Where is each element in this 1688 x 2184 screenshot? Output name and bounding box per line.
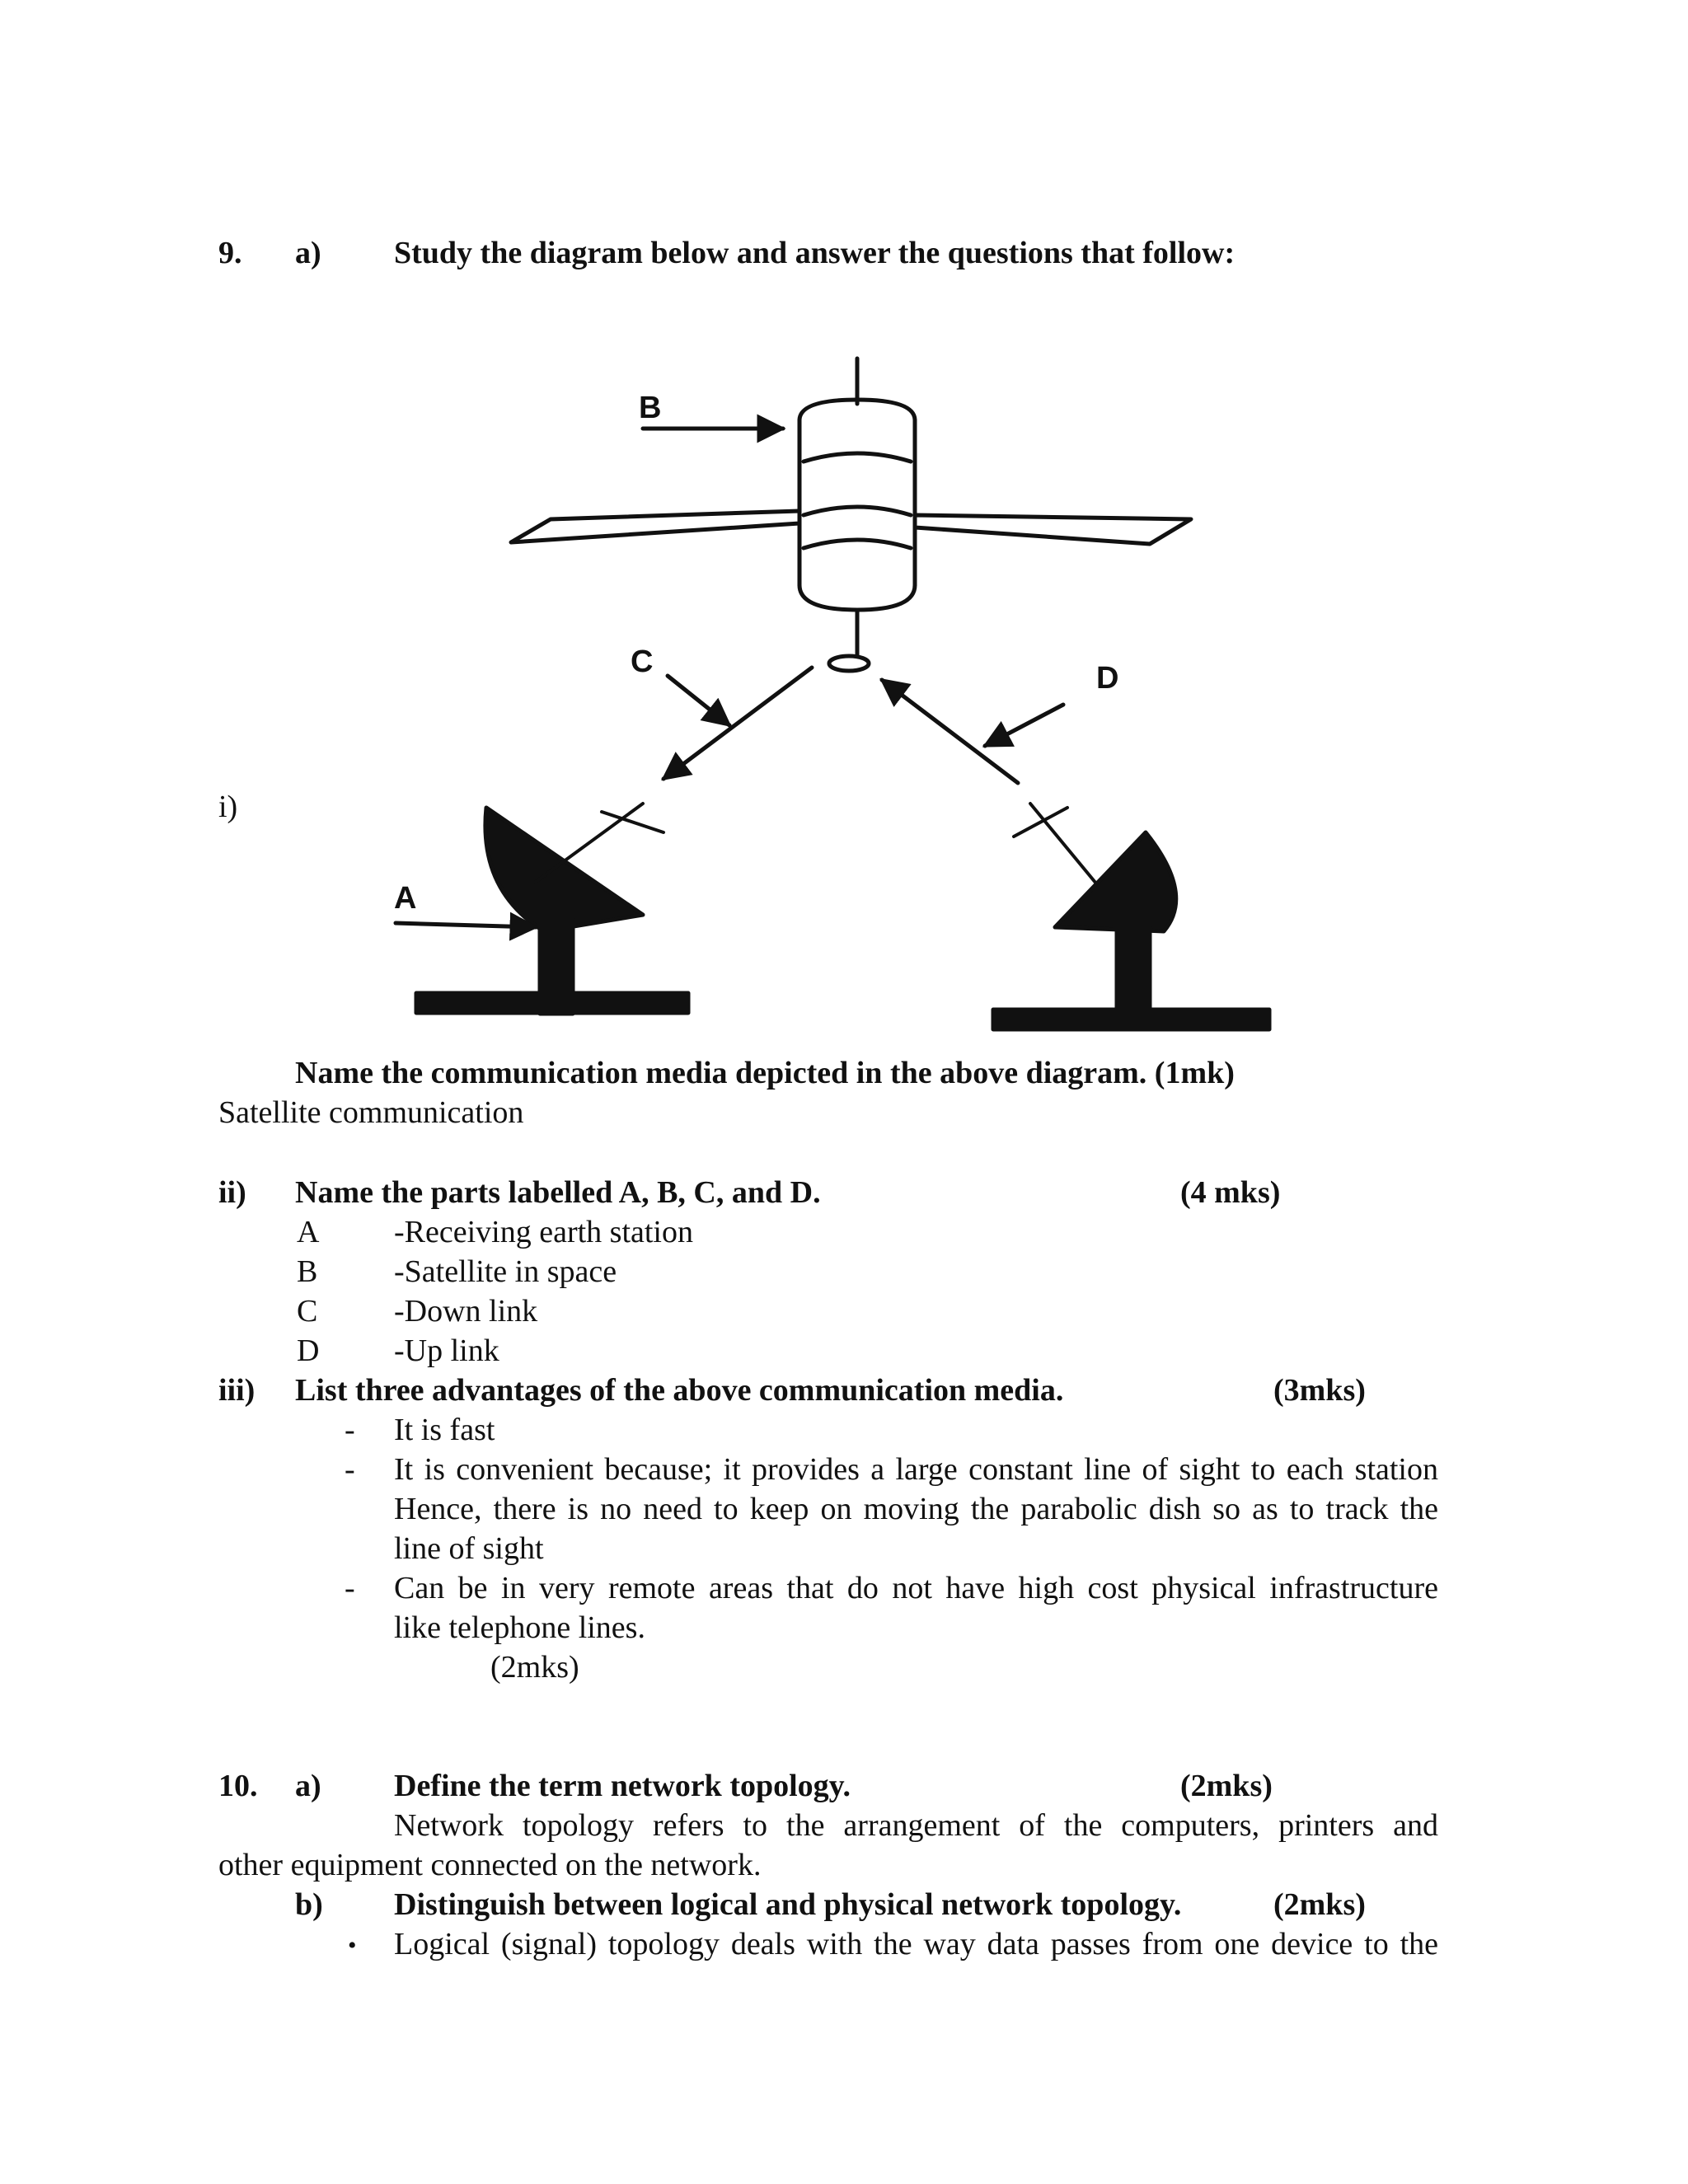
question-10a-answer-line-2: other equipment connected on the network. [218,1848,762,1882]
question-10a-marks: (2mks) [1180,1769,1273,1803]
bullet-icon: • [348,1932,357,1959]
sub-question-ii-text: Name the parts labelled A, B, C, and D. [295,1175,821,1210]
question-10a-answer-line-1: Network topology refers to the arrangement of the computers, printers and [394,1808,1438,1843]
label-a-pointer [396,923,536,927]
downlink-line [663,668,812,779]
answer-text: -Up link [394,1333,499,1368]
sub-question-i-answer: Satellite communication [218,1095,524,1130]
diagram-label-a: A [394,881,417,916]
question-9a-label: a) [295,236,321,270]
answer-text: -Down link [394,1294,538,1329]
transmitting-dish-right-icon [993,804,1269,1029]
question-9a-instruction: Study the diagram below and answer the questions that follow: [394,236,1236,270]
question-10-number: 10. [218,1769,258,1803]
advantage-3-line-2: like telephone lines. [394,1610,645,1645]
answer-letter: B [297,1254,318,1289]
satellite-communication-diagram [387,346,1319,1055]
sub-question-iii-marks: (3mks) [1273,1373,1366,1408]
question-10b-label: b) [295,1887,323,1922]
advantage-2-line-1: It is convenient because; it provides a large constant line of sight to each station [394,1452,1438,1487]
advantage-2-line-3: line of sight [394,1531,544,1566]
advantage-3-line-1: Can be in very remote areas that do not have high cost physical infrastructure [394,1571,1438,1605]
answer-letter: A [297,1215,320,1249]
diagram-label-b: B [639,391,662,425]
sub-question-i-text: Name the communication media depicted in the above diagram. (1mk) [295,1056,1235,1090]
list-dash: - [345,1452,355,1487]
question-10b-marks: (2mks) [1273,1887,1366,1922]
answer-letter: C [297,1294,318,1329]
question-10b-answer-line-1: Logical (signal) topology deals with the way data passes from one device to the [394,1927,1438,1961]
receiving-dish-left-icon [416,804,688,1014]
advantage-2-line-2: Hence, there is no need to keep on moving the parabolic dish so as to track the [394,1492,1438,1526]
diagram-label-d: D [1096,661,1119,696]
satellite-icon [511,359,1191,671]
question-9-number: 9. [218,236,242,270]
question-10a-text: Define the term network topology. [394,1769,851,1803]
sub-question-iii-text: List three advantages of the above communication media. [295,1373,1064,1408]
answer-letter: D [297,1333,320,1368]
sub-question-iii-number: iii) [218,1373,256,1408]
marks-note: (2mks) [490,1650,579,1685]
label-c-pointer [668,676,729,725]
sub-question-ii-number: ii) [218,1175,246,1210]
sub-question-i-number: i) [218,790,238,824]
advantage-1: It is fast [394,1413,495,1447]
sub-question-ii-marks: (4 mks) [1180,1175,1281,1210]
diagram-label-c: C [631,644,654,679]
list-dash: - [345,1571,355,1605]
answer-text: -Receiving earth station [394,1215,693,1249]
question-10b-text: Distinguish between logical and physical network topology. [394,1887,1182,1922]
question-10a-label: a) [295,1769,321,1803]
list-dash: - [345,1413,355,1447]
label-d-pointer [985,705,1063,746]
uplink-line [882,680,1018,783]
answer-text: -Satellite in space [394,1254,617,1289]
